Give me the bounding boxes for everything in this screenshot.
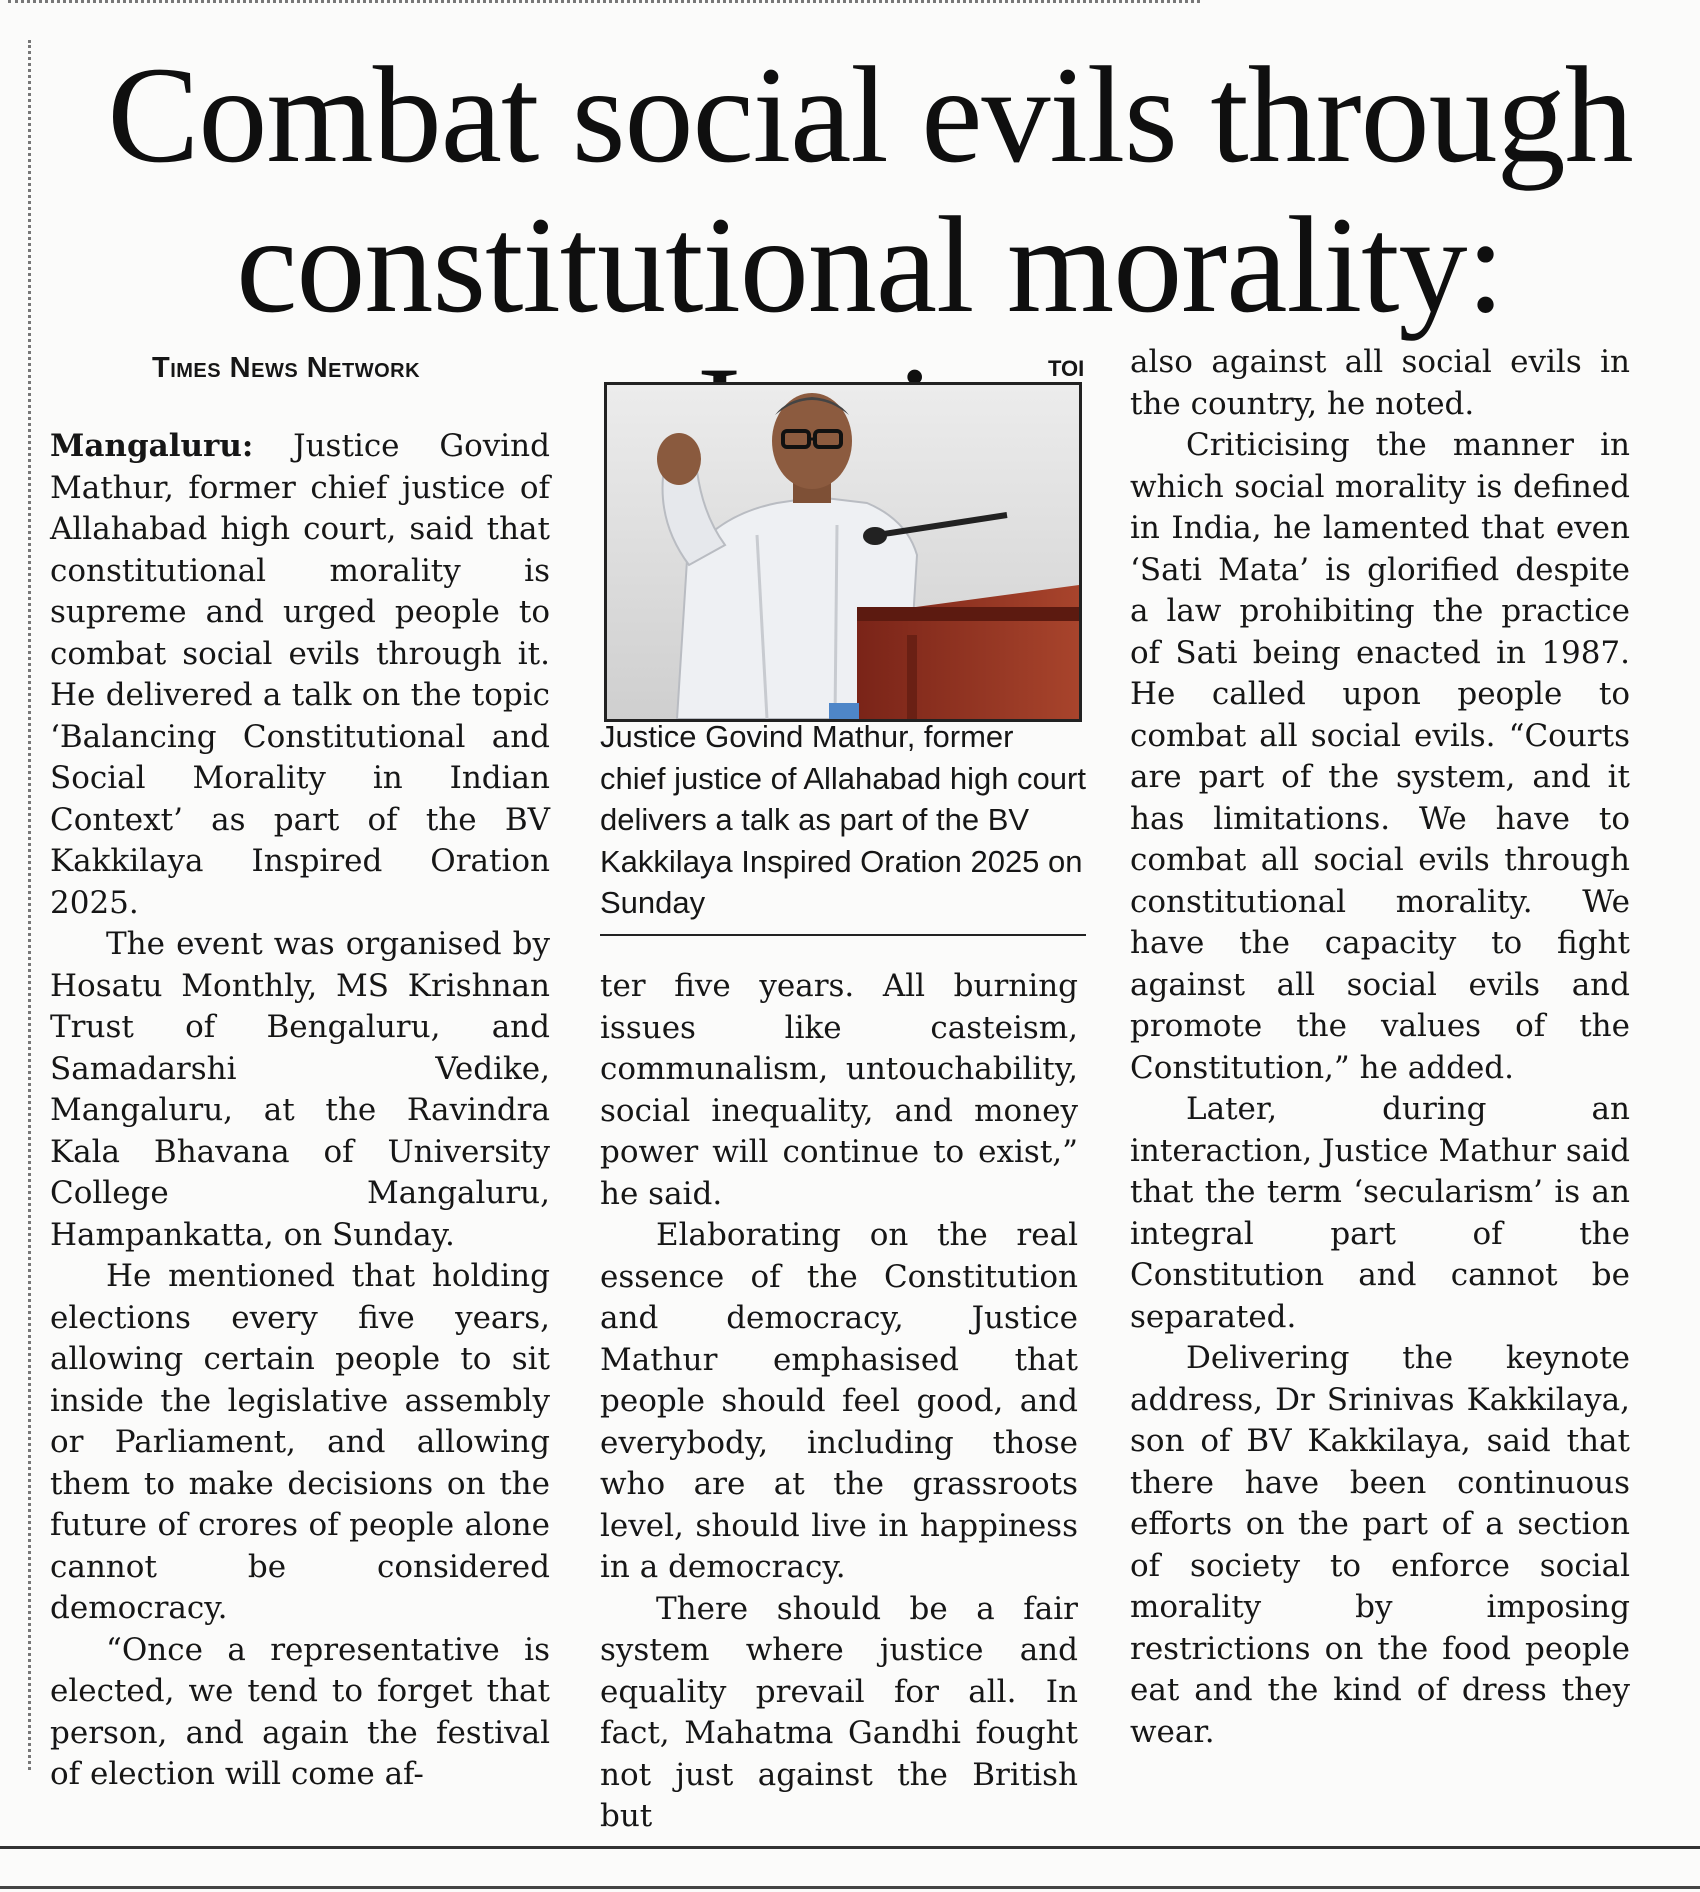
headline: Combat social evils through constitutional morality:: [107, 38, 1633, 341]
page-edge-bottom: [0, 1886, 1700, 1889]
paragraph-6-continued: also against all social evils in the country, he noted.: [1130, 344, 1630, 422]
paragraph-6: There should be a fair system where justice and equality prevail for all. In fact, Mahatma Gandhi fought not just against the British but: [600, 1590, 1078, 1834]
column-1: [50, 426, 550, 1796]
speaker-photo-illustration: [607, 385, 1079, 719]
photo-credit: TOI: [1048, 356, 1085, 381]
clipping-border-left: [28, 40, 31, 1770]
column-3: [1130, 342, 1630, 1753]
dateline: Mangaluru:: [50, 428, 254, 464]
paragraph-1-text: Justice Govind Mathur, former chief justice of Allahabad high court, said that constitutional morality is supreme and urged people to combat social evils through it. He delivered a talk on the topic ‘Balancing Constitutional and Social Morality in Indian Context’ as part of the BV Kakkilaya Inspired Oration 2025.: [50, 428, 550, 921]
paragraph-8: Later, during an interaction, Justice Mathur said that the term ‘secularism’ is an integral part of the Constitution and cannot be separated.: [1130, 1091, 1630, 1335]
clipping-border-bottom: [0, 1846, 1700, 1849]
paragraph-9: Delivering the keynote address, Dr Srinivas Kakkilaya, son of BV Kakkilaya, said that there have been continuous efforts on the part of a section of society to enforce social morality by imposing restrictions on the food people eat and the kind of dress they wear.: [1130, 1340, 1630, 1750]
column-2: [600, 966, 1078, 1838]
photo-caption: Justice Govind Mathur, former chief justice of Allahabad high court delivers a talk as part of the BV Kakkilaya Inspired Oration 2025 on Sunday: [600, 716, 1086, 936]
clipping-border-top: [8, 0, 1200, 3]
paragraph-5: Elaborating on the real essence of the Constitution and democracy, Justice Mathur emphasised that people should feel good, and everybody, including those who are at the grassroots level, should live in happiness in a democracy.: [600, 1217, 1078, 1585]
paragraph-4: “Once a representative is elected, we tend to forget that person, and again the festival of election will come af-: [50, 1631, 550, 1792]
byline: Times News Network: [152, 352, 421, 384]
paragraph-3: He mentioned that holding elections every five years, allowing certain people to sit inside the legislative assembly or Parliament, and allowing them to make decisions on the future of crores of people alone cannot be considered democracy.: [50, 1258, 550, 1626]
paragraph-2: The event was organised by Hosatu Monthly, MS Krishnan Trust of Bengaluru, and Samadarshi Vedike, Mangaluru, at the Ravindra Kala Bhavana of University College Mangaluru, Hampankatta, on Sunday.: [50, 926, 550, 1253]
paragraph-4-continued: ter five years. All burning issues like casteism, communalism, untouchability, social inequality, and money power will continue to exist,” he said.: [600, 968, 1078, 1212]
paragraph-7: Criticising the manner in which social morality is defined in India, he lamented that even ‘Sati Mata’ is glorified despite a law prohibiting the practice of Sati being enacted in 1987. He called upon people to combat all social evils. “Courts are part of the system, and it has limitations. We have to combat all social evils through constitutional morality. We have the capacity to fight against all social evils and promote the values of the Constitution,” he added.: [1130, 427, 1630, 1086]
article-photo: [604, 382, 1082, 722]
paragraph-1: [50, 426, 550, 924]
